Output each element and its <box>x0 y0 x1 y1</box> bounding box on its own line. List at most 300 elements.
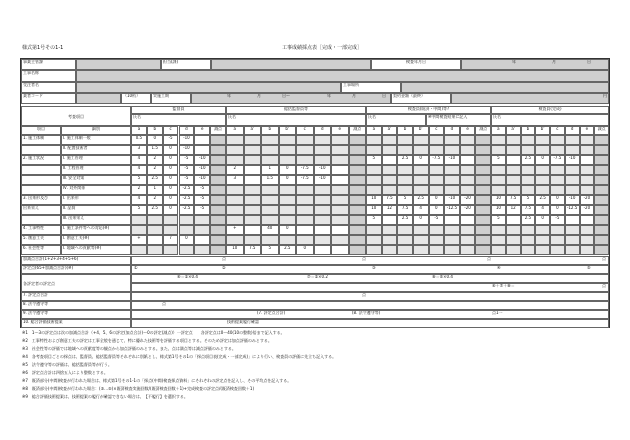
score-cell <box>244 235 262 245</box>
period-month: 月 <box>257 93 261 98</box>
score-cell <box>535 145 550 155</box>
score-cell <box>460 135 476 145</box>
c1: ① <box>134 265 138 270</box>
score-cell <box>565 185 580 195</box>
yen-unit: 円 <box>603 93 607 98</box>
note-line: ※9 総合評価技術提案は、技術提案の履行が確認できない場合は、【不履行】を選択する。 <box>22 394 188 399</box>
score-cell[interactable] <box>210 245 226 255</box>
form-number: 様式第1号その1-1 <box>22 45 64 51</box>
score-cell: -2.5 <box>179 195 195 205</box>
c4: ④ <box>497 265 501 270</box>
code-field[interactable] <box>76 93 121 104</box>
period-day2: 日 <box>382 93 386 98</box>
note-line: ※6 評定点合計は四捨五入により整数とする。 <box>22 370 108 375</box>
score-cell <box>429 165 445 175</box>
score-sheet <box>20 58 610 328</box>
score-cell: 7.5 <box>521 205 536 215</box>
score-cell <box>194 235 210 245</box>
score-cell <box>460 165 476 175</box>
period-year2: 年 <box>327 93 331 98</box>
score-cell <box>147 215 163 225</box>
score-head: a <box>491 126 506 135</box>
score-cell <box>413 185 429 195</box>
score-cell <box>413 145 429 155</box>
code-unit: （10桁） <box>121 93 151 104</box>
score-cell: -5 <box>179 175 195 185</box>
score-cell: 4 <box>535 205 550 215</box>
score-cell[interactable] <box>210 185 226 195</box>
score-cell <box>296 135 314 145</box>
period-from: 日～ <box>282 93 290 98</box>
score-cell[interactable] <box>594 185 609 195</box>
score-cell <box>491 145 506 155</box>
score-cell <box>314 135 332 145</box>
score-head: c <box>163 126 179 135</box>
score-cell: 10 <box>491 205 506 215</box>
score-cell <box>279 195 297 205</box>
score-cell <box>314 245 332 255</box>
charge-label: 担当(課) <box>161 59 211 70</box>
score-cell: 1.5 <box>147 145 163 155</box>
score-cell <box>413 165 429 175</box>
score-cell: 4 <box>131 165 147 175</box>
score-cell <box>226 135 244 145</box>
period-month2: 月 <box>352 93 356 98</box>
score-cell <box>279 185 297 195</box>
inspection-date-label: 検査年月日 <box>371 59 461 70</box>
score-cell <box>429 175 445 185</box>
row-item: 1. 施工体制 <box>21 135 61 145</box>
score-cell <box>535 135 550 145</box>
score-cell <box>147 245 163 255</box>
mid-note: ※中間検査結果に記入 <box>426 114 491 126</box>
period-field[interactable] <box>191 93 391 104</box>
score-cell: -10 <box>314 165 332 175</box>
row-item <box>21 185 61 195</box>
score-head: e <box>194 126 210 135</box>
score-cell <box>244 155 262 165</box>
score-cell: 7.5 <box>506 195 521 205</box>
score-cell <box>279 235 297 245</box>
note-line: ※3 社会性等の評価では地域への貢献度等の観点から加点評価のみとする。また、点は満点等は減点評価のみとする。 <box>22 346 236 351</box>
score-cell <box>261 235 279 245</box>
score-cell: 7.5 <box>244 245 262 255</box>
score-cell <box>366 175 382 185</box>
score-cell <box>314 185 332 195</box>
score-cell[interactable] <box>594 205 609 215</box>
score-cell: 2.5 <box>397 215 413 225</box>
score-cell <box>366 235 382 245</box>
score-cell <box>279 155 297 165</box>
score-cell <box>521 225 536 235</box>
score-cell[interactable] <box>210 215 226 225</box>
score-cell[interactable] <box>475 175 491 185</box>
project-name-label: 工事名称 <box>21 70 76 82</box>
score-head: c <box>550 126 565 135</box>
score-cell <box>366 245 382 255</box>
summary-score-row <box>131 265 609 274</box>
score-cell <box>580 185 595 195</box>
score-cell <box>331 225 349 235</box>
score-cell[interactable] <box>475 225 491 235</box>
score-cell <box>413 135 429 145</box>
score-cell[interactable] <box>210 145 226 155</box>
inspector-final-head: 検査員(完成) <box>491 106 609 114</box>
pt7: 点 <box>162 301 166 306</box>
charge-field[interactable] <box>211 59 371 70</box>
score-cell: 2.5 <box>413 195 429 205</box>
score-cell <box>397 235 413 245</box>
score-head: b <box>397 126 413 135</box>
score-cell[interactable] <box>349 165 367 175</box>
general-supervisor-head: 総括監督員等 <box>226 106 366 114</box>
score-cell <box>397 135 413 145</box>
score-cell <box>382 175 398 185</box>
day-unit: 日 <box>587 59 591 64</box>
score-cell[interactable] <box>475 205 491 215</box>
score-cell <box>279 215 297 225</box>
score-cell <box>261 205 279 215</box>
score-cell <box>244 145 262 155</box>
score-cell: -20 <box>580 205 595 215</box>
score-cell[interactable] <box>594 195 609 205</box>
score-cell: 0.5 <box>131 135 147 145</box>
score-cell <box>244 185 262 195</box>
score-cell <box>550 245 565 255</box>
w1: ⑥＝①×0.4 <box>177 274 198 279</box>
score-cell <box>491 135 506 145</box>
score-cell: 0 <box>279 165 297 175</box>
score-cell[interactable] <box>210 165 226 175</box>
score-cell <box>550 185 565 195</box>
sum-label: 各評定者の評定点 <box>21 274 131 292</box>
score-cell: 0 <box>429 195 445 205</box>
score-cell[interactable] <box>349 175 367 185</box>
score-cell: -10 <box>565 155 580 165</box>
score-cell <box>226 145 244 155</box>
note-line: ※1 1～3の評定点は次の加減点合計（+4、5、6の評定(加点合計)～0の評定(減点)）一評定点 各評定点は0～40(10の整数)倍まで記入する。 <box>22 330 285 335</box>
score-cell[interactable] <box>349 215 367 225</box>
score-cell: 10 <box>366 195 382 205</box>
score-cell <box>506 185 521 195</box>
score-cell <box>565 215 580 225</box>
score-head: e <box>460 126 476 135</box>
score-cell <box>382 245 398 255</box>
score-cell <box>535 225 550 235</box>
score-cell[interactable] <box>475 195 491 205</box>
score-cell <box>550 175 565 185</box>
note-line: ※5 法令遵守等の評価は、総括監督員等が行う。 <box>22 362 112 367</box>
score-cell: -12.5 <box>565 205 580 215</box>
score-cell <box>131 225 147 235</box>
score-cell <box>429 235 445 245</box>
score-cell <box>179 215 195 225</box>
score-cell <box>506 155 521 165</box>
score-cell: 5 <box>491 215 506 225</box>
score-cell: 5 <box>366 215 382 225</box>
score-cell <box>314 225 332 235</box>
score-cell <box>131 215 147 225</box>
score-cell: -7.5 <box>296 175 314 185</box>
score-cell <box>506 215 521 225</box>
score-cell: -20 <box>580 195 595 205</box>
score-cell: 4 <box>131 195 147 205</box>
score-cell[interactable] <box>475 135 491 145</box>
contract-field[interactable] <box>451 93 609 104</box>
score-cell[interactable] <box>475 245 491 255</box>
score-cell <box>580 175 595 185</box>
score-cell: 2.5 <box>397 155 413 165</box>
score-cell[interactable] <box>475 215 491 225</box>
score-cell <box>550 225 565 235</box>
score-cell: 0 <box>296 245 314 255</box>
score-cell <box>535 185 550 195</box>
score-cell[interactable] <box>210 205 226 215</box>
score-cell <box>331 185 349 195</box>
score-cell: 5 <box>131 205 147 215</box>
score-cell: -5 <box>194 185 210 195</box>
score-cell[interactable] <box>210 235 226 245</box>
score-cell <box>580 225 595 235</box>
score-cell <box>382 215 398 225</box>
score-cell <box>460 245 476 255</box>
summary-sum-label: 加減点合計(1+2+3+4+5+6) <box>21 256 131 265</box>
general-supervisor-name[interactable] <box>226 114 366 126</box>
score-cell: 10 <box>491 195 506 205</box>
score-cell: 0 <box>163 205 179 215</box>
score-cell: 7.5 <box>382 195 398 205</box>
score-cell: 5 <box>491 155 506 165</box>
score-cell <box>382 155 398 165</box>
score-cell: 1 <box>147 185 163 195</box>
score-cell[interactable] <box>210 225 226 235</box>
score-cell <box>521 175 536 185</box>
w2: ⑦＝②×0.2 <box>307 274 328 279</box>
r9-row <box>131 310 609 319</box>
score-cell <box>296 205 314 215</box>
score-cell <box>580 155 595 165</box>
score-cell[interactable] <box>349 205 367 215</box>
score-cell <box>163 215 179 225</box>
score-cell <box>429 245 445 255</box>
row-subitem: Ⅱ. 工程管理 <box>61 165 131 175</box>
score-cell <box>179 245 195 255</box>
score-cell[interactable] <box>210 175 226 185</box>
score-cell <box>429 225 445 235</box>
score-cell: 0 <box>163 195 179 205</box>
score-cell: 0 <box>429 205 445 215</box>
score-cell <box>413 175 429 185</box>
score-cell[interactable] <box>210 135 226 145</box>
office-field[interactable] <box>76 59 161 70</box>
score-cell <box>279 205 297 215</box>
score-cell <box>535 235 550 245</box>
supervisor-head: 監督員 <box>131 106 226 114</box>
score-cell[interactable] <box>594 225 609 235</box>
score-cell: 10 <box>366 205 382 215</box>
score-cell[interactable] <box>594 175 609 185</box>
score-cell <box>413 245 429 255</box>
score-cell: 3 <box>131 145 147 155</box>
score-cell <box>444 165 460 175</box>
score-cell[interactable] <box>349 245 367 255</box>
contractor-field[interactable] <box>76 82 341 93</box>
score-cell: -10 <box>179 145 195 155</box>
inspector-final-name[interactable] <box>491 114 609 126</box>
score-cell: 0 <box>279 175 297 185</box>
score-cell <box>296 215 314 225</box>
score-cell: 2 <box>147 195 163 205</box>
score-cell[interactable] <box>475 165 491 175</box>
score-cell[interactable] <box>594 215 609 225</box>
score-cell <box>261 155 279 165</box>
score-cell <box>382 145 398 155</box>
score-cell[interactable] <box>349 145 367 155</box>
name-label: 氏名 <box>133 114 141 119</box>
score-cell <box>444 225 460 235</box>
score-cell <box>244 175 262 185</box>
score-cell: 12 <box>382 205 398 215</box>
score-head: 減点 <box>210 126 226 135</box>
score-cell <box>226 155 244 165</box>
score-cell <box>460 155 476 165</box>
score-cell: 5 <box>261 245 279 255</box>
score-cell <box>331 235 349 245</box>
score-cell[interactable] <box>349 195 367 205</box>
project-name-field[interactable] <box>76 70 609 82</box>
score-cell: 2 <box>147 155 163 165</box>
score-cell <box>226 215 244 225</box>
score-cell[interactable] <box>594 135 609 145</box>
score-cell <box>460 215 476 225</box>
score-cell[interactable] <box>475 145 491 155</box>
score-cell <box>460 225 476 235</box>
score-cell <box>194 215 210 225</box>
score-cell: -10 <box>444 195 460 205</box>
score-cell[interactable] <box>475 185 491 195</box>
score-cell[interactable] <box>349 155 367 165</box>
score-cell <box>314 145 332 155</box>
score-cell: 4 <box>131 155 147 165</box>
score-cell <box>366 225 382 235</box>
score-cell[interactable] <box>349 225 367 235</box>
r8-label: 8. 法令遵守等 <box>21 301 131 310</box>
score-cell <box>314 195 332 205</box>
pt3: 点 <box>487 256 491 261</box>
score-cell[interactable] <box>210 155 226 165</box>
supervisor-name[interactable] <box>131 114 226 126</box>
score-cell <box>565 235 580 245</box>
score-cell[interactable] <box>594 145 609 155</box>
score-cell <box>444 175 460 185</box>
score-cell[interactable] <box>594 245 609 255</box>
name-label: 氏名 <box>493 114 501 119</box>
score-cell <box>261 215 279 225</box>
score-head: 減点 <box>594 126 609 135</box>
score-cell <box>194 225 210 235</box>
score-cell[interactable] <box>349 135 367 145</box>
score-cell <box>506 135 521 145</box>
row-subitem: Ⅰ. 施工管理 <box>61 155 131 165</box>
score-cell: -5 <box>179 165 195 175</box>
score-cell: 5 <box>131 175 147 185</box>
inspection-date-field[interactable] <box>461 59 609 70</box>
period-label: 実施工期 <box>151 93 191 104</box>
score-cell <box>331 215 349 225</box>
score-cell <box>331 155 349 165</box>
form-title: 工事成績採点表［完成・一部完成］ <box>282 45 363 51</box>
score-cell <box>331 245 349 255</box>
score-cell <box>314 235 332 245</box>
score-cell: 0 <box>535 155 550 165</box>
score-cell[interactable] <box>594 155 609 165</box>
score-head: e <box>331 126 349 135</box>
score-cell <box>226 235 244 245</box>
score-cell <box>460 175 476 185</box>
row-item <box>21 215 61 225</box>
score-cell[interactable] <box>594 235 609 245</box>
score-cell <box>366 185 382 195</box>
score-cell: 2 <box>226 165 244 175</box>
score-cell <box>506 235 521 245</box>
score-cell: -2.5 <box>179 185 195 195</box>
note-line: ※4 各考査項目ごとの採点は、監督員、総括監督員等それぞれに別紙とし、様式第1号その1の「採点項目表(完成・一部完成)」により行い、検査員の評価に先立ち記入する。 <box>22 354 337 359</box>
score-cell[interactable] <box>349 235 367 245</box>
score-cell <box>580 165 595 175</box>
location-field[interactable] <box>401 82 609 93</box>
score-cell <box>535 175 550 185</box>
item-head: 項目 <box>21 126 61 135</box>
score-cell: -10 <box>194 165 210 175</box>
inspector-name[interactable] <box>366 114 426 126</box>
office-label: 事業主管課 <box>21 59 76 70</box>
score-cell <box>535 245 550 255</box>
score-cell <box>314 215 332 225</box>
w3: ⑧＝⑤×0.4 <box>432 274 453 279</box>
score-cell: 0 <box>413 215 429 225</box>
note-line: ※7 既済部分(中間)検査が行われた場合は、様式第1号その1-1の「採点(中間)検査採点資料」にそれぞれの評定点を記入し、その平均点を記入する。 <box>22 378 292 383</box>
score-cell <box>397 175 413 185</box>
row-subitem: Ⅰ. 施工条件等への対応(※) <box>61 225 131 235</box>
sum-row <box>131 283 609 292</box>
score-cell <box>565 175 580 185</box>
score-cell <box>279 145 297 155</box>
score-cell <box>521 245 536 255</box>
score-head: a' <box>382 126 398 135</box>
r10-label: 10. 総合評価技術提案 <box>21 319 131 328</box>
score-cell <box>147 235 163 245</box>
month-unit: 月 <box>552 59 556 64</box>
r7-row <box>131 292 609 301</box>
score-cell[interactable] <box>475 235 491 245</box>
score-cell: -10 <box>179 135 195 145</box>
row-subitem: Ⅰ. 施工体制一般 <box>61 135 131 145</box>
score-cell[interactable] <box>349 185 367 195</box>
score-cell: 0 <box>163 155 179 165</box>
score-cell <box>296 235 314 245</box>
score-cell <box>460 235 476 245</box>
score-cell: -5 <box>163 135 179 145</box>
score-cell <box>244 195 262 205</box>
score-cell <box>580 145 595 155</box>
score-cell[interactable] <box>210 195 226 205</box>
score-cell: 7 <box>163 235 179 245</box>
score-cell[interactable] <box>475 155 491 165</box>
score-cell <box>366 165 382 175</box>
score-cell: 0 <box>550 195 565 205</box>
score-cell[interactable] <box>594 165 609 175</box>
score-heads <box>131 126 609 135</box>
